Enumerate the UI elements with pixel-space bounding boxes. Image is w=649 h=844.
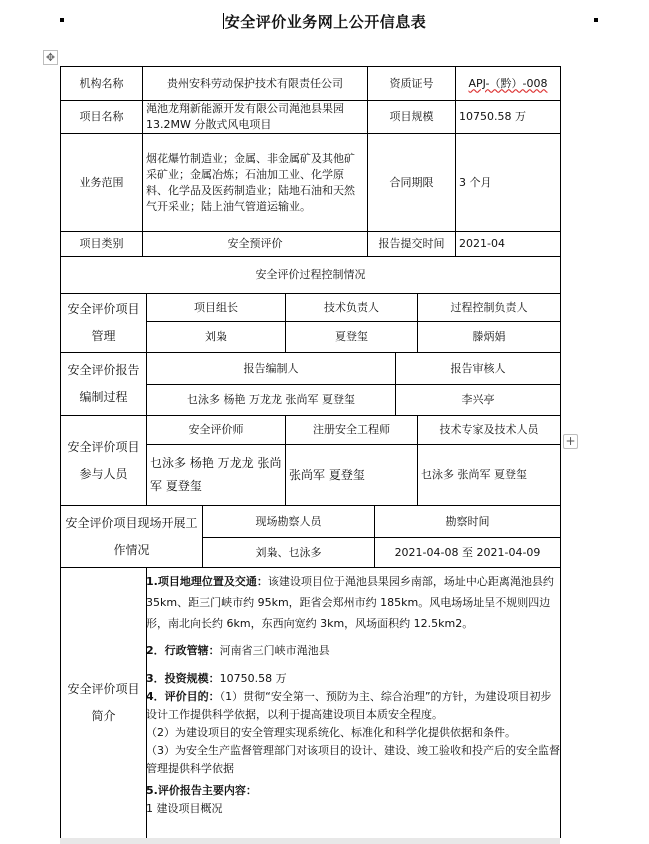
site-value-time: 2021-04-08 至 2021-04-09 [394,545,541,559]
page-corner-mark-right [594,18,598,22]
intro-section-text: 河南省三门峡市渑池县 [219,644,330,657]
report-header-author: 报告编制人 [243,361,299,375]
intro-section-admin [146,642,560,660]
business-scope-label: 业务范围 [79,175,124,189]
add-column-icon[interactable]: + [563,434,578,449]
mgmt-header-tech: 技术负责人 [324,300,379,314]
participants-header-expert: 技术专家及技术人员 [439,423,539,436]
report-value-authors: 乜泳多 杨艳 万龙龙 张尚军 夏登玺 [187,393,355,406]
org-name-label: 机构名称 [79,76,124,90]
participants-header-engineer: 注册安全工程师 [313,423,390,436]
intro-section-purpose [146,688,560,724]
page-bottom-edge [60,838,560,844]
contract-period-label: 合同期限 [389,175,434,189]
project-intro-content [146,571,560,818]
mgmt-value-leader: 刘枭 [205,330,227,343]
site-header-time: 勘察时间 [445,514,490,528]
table-move-handle-icon[interactable]: ✥ [43,50,58,65]
report-submit-label: 报告提交时间 [378,237,445,250]
project-intro-label: 安全评价项目简介 [67,682,140,723]
project-name-label: 项目名称 [79,110,124,123]
report-value-reviewer: 李兴亭 [461,393,495,406]
rule [560,66,561,838]
participants-value-expert: 乜泳多 张尚军 夏登玺 [421,468,527,481]
text-cursor [223,13,224,29]
intro-section-heading: 4．评价目的： [146,690,220,703]
intro-section-heading: 3．投资规模： [146,672,220,685]
intro-section-heading: 2．行政管辖： [146,644,220,657]
intro-section-text: 10750.58 万 [219,672,287,685]
participants-value-assessor: 乜泳多 杨艳 万龙龙 张尚军 夏登玺 [150,456,282,493]
document-title [0,11,649,32]
mgmt-header-process: 过程控制负责人 [450,300,528,314]
mgmt-header-leader: 项目组长 [194,300,238,314]
participants-header-assessor: 安全评价师 [188,423,244,436]
site-header-surveyors: 现场勘察人员 [255,514,322,528]
site-value-surveyors: 刘枭、乜泳多 [255,545,322,559]
project-management-label: 安全评价项目管理 [67,302,140,343]
intro-section-contents [146,782,560,800]
document-title-text: 安全评价业务网上公开信息表 [224,13,427,31]
intro-contents-item-1: 1 建设项目概况 [146,802,223,815]
org-name-value: 贵州安科劳动保护技术有限责任公司 [167,76,343,90]
intro-section-location [146,571,560,634]
business-scope-value: 烟花爆竹制造业；金属、非金属矿及其他矿采矿业；金属冶炼；石油加工业、化学原料、化学品及医药制造业；陆地石油和天然气开采业；陆上油气管道运输业。 [146,151,355,213]
site-work-label: 安全评价项目现场开展工作情况 [65,515,198,557]
mgmt-value-tech: 夏登玺 [335,330,368,343]
report-header-reviewer: 报告审核人 [450,361,506,375]
contract-period-value: 3 个月 [459,175,492,189]
process-control-header: 安全评价过程控制情况 [255,268,366,281]
report-submit-value: 2021-04 [459,237,505,250]
intro-purpose-item-3: （3）为安全生产监督管理部门对该项目的设计、建设、竣工验收和投产后的安全监督管理提供科学依据 [146,744,560,775]
participants-value-engineer: 张尚军 夏登玺 [289,467,365,482]
project-name-value: 渑池龙翔新能源开发有限公司渑池县果园 13.2MW 分散式风电项目 [146,102,344,131]
report-process-label: 安全评价报告编制过程 [67,363,140,404]
intro-section-heading: 1.项目地理位置及交通： [146,575,268,588]
participants-label: 安全评价项目参与人员 [67,439,140,481]
project-type-value: 安全预评价 [227,237,283,250]
intro-purpose-item-2: （2）为建设项目的安全管理实现系统化、标准化和科学化提供依据和条件。 [146,726,516,739]
intro-section-heading: 5.评价报告主要内容： [146,784,257,797]
project-scale-label: 项目规模 [389,110,434,123]
mgmt-value-process: 滕炳娟 [472,330,506,343]
intro-section-text: （1）贯彻“安全第一、预防为主、综合治理”的方针，为建设项目初步设计工作提供科学依据，以利于提高建设项目本质安全程度。 [146,690,552,721]
intro-section-text: 该建设项目位于渑池县果园乡南部，场址中心距离渑池县约 35km、距三门峡市约 95km，距省会郑州市约 185km。风电场场址呈不规则四边形，南北向长约 6km，东西向宽约 3km，风场面积约 12.5km2。 [146,575,554,630]
page-corner-mark-left [60,18,64,22]
cert-number-label: 资质证号 [389,76,434,90]
project-type-label: 项目类别 [79,237,124,250]
project-scale-value: 10750.58 万 [459,110,526,123]
intro-section-investment [146,670,560,688]
cert-number-value: APJ-（黔）-008 [468,76,548,90]
